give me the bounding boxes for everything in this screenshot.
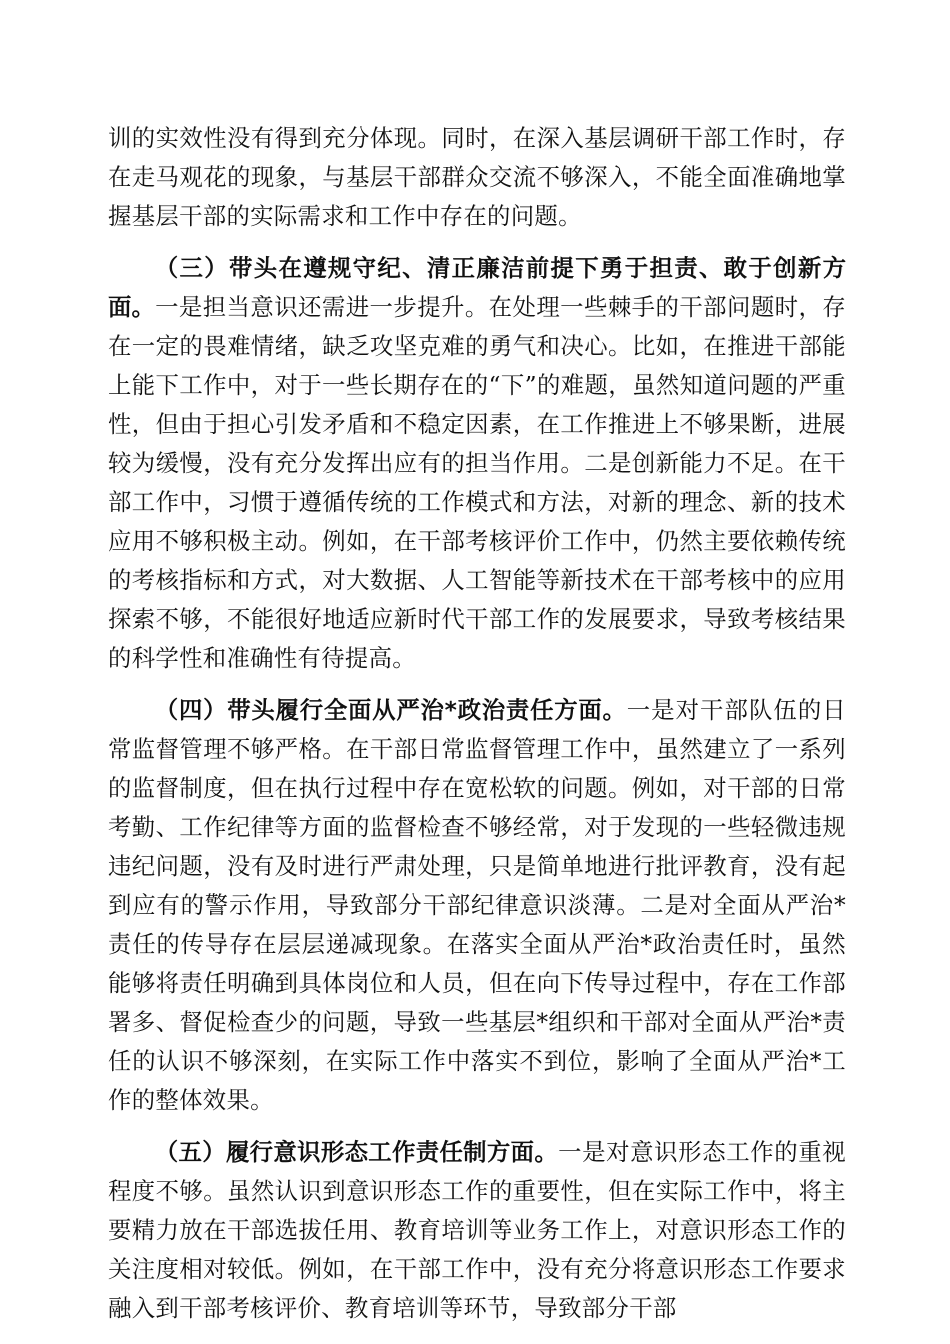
document-page — [108, 119, 846, 1328]
paragraph-section-4 — [108, 691, 846, 1120]
section-heading-3: （三）带头在遵规守纪、清正廉洁前提下勇于担责、敢于创新方面。 — [108, 254, 846, 321]
paragraph-section-3 — [108, 249, 846, 678]
section-heading-5: （五）履行意识形态工作责任制方面。 — [154, 1138, 559, 1166]
section-heading-4: （四）带头履行全面从严治*政治责任方面。 — [154, 696, 627, 724]
paragraph-body: 一是对干部队伍的日常监督管理不够严格。在干部日常监督管理工作中，虽然建立了一系列的监督制度，但在执行过程中存在宽松软的问题。例如，对干部的日常考勤、工作纪律等方面的监督检查不够经常，对于发现的一些轻微违规违纪问题，没有及时进行严肃处理，只是简单地进行批评教育，没有起到应有的警示作用，导致部分干部纪律意识淡薄。二是对全面从严治*责任的传导存在层层递减现象。在落实全面从严治*政治责任时，虽然能够将责任明确到具体岗位和人员，但在向下传导过程中，存在工作部署多、督促检查少的问题，导致一些基层*组织和干部对全面从严治*责任的认识不够深刻，在实际工作中落实不到位，影响了全面从严治*工作的整体效果。 — [108, 696, 846, 1114]
paragraph-body: 一是对意识形态工作的重视程度不够。虽然认识到意识形态工作的重要性，但在实际工作中，将主要精力放在干部选拔任用、教育培训等业务工作上，对意识形态工作的关注度相对较低。例如，在干部工作中，没有充分将意识形态工作要求融入到干部考核评价、教育培训等环节，导致部分干部 — [108, 1138, 846, 1322]
paragraph-body: 训的实效性没有得到充分体现。同时，在深入基层调研干部工作时，存在走马观花的现象，与基层干部群众交流不够深入，不能全面准确地掌握基层干部的实际需求和工作中存在的问题。 — [108, 124, 846, 230]
paragraph-section-5 — [108, 1133, 846, 1328]
paragraph-continuation — [108, 119, 846, 236]
paragraph-body: 一是担当意识还需进一步提升。在处理一些棘手的干部问题时，存在一定的畏难情绪，缺乏攻坚克难的勇气和决心。比如，在推进干部能上能下工作中，对于一些长期存在的“下”的难题，虽然知道问题的严重性，但由于担心引发矛盾和不稳定因素，在工作推进上不够果断，进展较为缓慢，没有充分发挥出应有的担当作用。二是创新能力不足。在干部工作中，习惯于遵循传统的工作模式和方法，对新的理念、新的技术应用不够积极主动。例如，在干部考核评价工作中，仍然主要依赖传统的考核指标和方式，对大数据、人工智能等新技术在干部考核中的应用探索不够，不能很好地适应新时代干部工作的发展要求，导致考核结果的科学性和准确性有待提高。 — [108, 293, 846, 672]
